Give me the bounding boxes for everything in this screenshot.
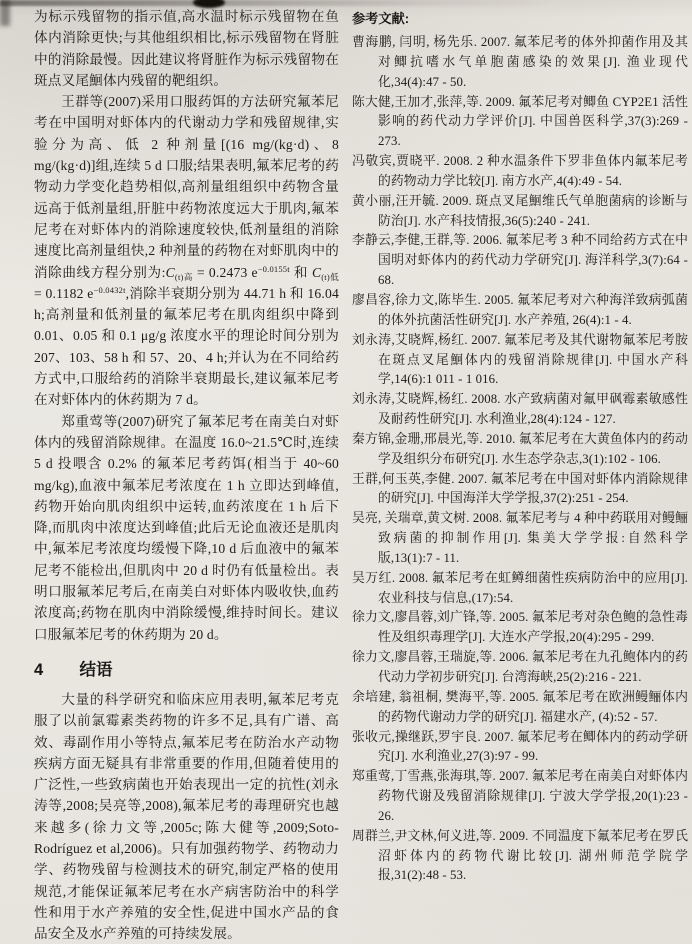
- paragraph: 为标示残留物的指示值,高水温时标示残留物在鱼体内消除更快;与其他组织相比,标示残留物在肾脏中的消除最慢。因此建议将肾脏作为标示残留物在斑点叉尾鮰体内残留的靶组织。: [34, 9, 339, 88]
- reference-entry: 刘永涛,艾晓辉,杨红. 2007. 氟苯尼考及其代谢物氟苯尼考胺在斑点叉尾鮰体内的残留消除规律[J]. 中国水产科学,14(6):1 011 - 1 016.: [352, 332, 688, 387]
- math-superscript: −0.0432t: [93, 284, 126, 295]
- reference-entry: 张收元,操继跃,罗宇良. 2007. 氟苯尼考在鲫体内的药动学研究[J]. 水利渔业,27(3):97 - 99.: [352, 729, 688, 764]
- reference-entry: 黄小丽,汪开毓. 2009. 斑点叉尾鮰维氏气单胞菌病的诊断与防治[J]. 水产科技情报,36(5):240 - 241.: [352, 193, 688, 228]
- reference-entry: 曹海鹏, 闫明, 杨先乐. 2007. 氟苯尼考的体外抑菌作用及其对鲫抗嗜水气单胞菌感染的效果[J]. 渔业现代化,34(4):47 - 50.: [352, 35, 688, 89]
- math-subscript: (t)高: [174, 271, 194, 282]
- reference-entry: 徐力文,廖昌蓉,刘广锋,等. 2005. 氟苯尼考对杂色鲍的急性毒性及组织毒理学[J]. 大连水产学报,20(4):295 - 299.: [352, 610, 688, 645]
- reference-entry: 李静云,李健,王群,等. 2006. 氟苯尼考 3 种不同给药方式在中国明对虾体内的药代动力学研究[J]. 海洋科学,3(7):64 - 68.: [352, 233, 688, 288]
- section-heading-conclusion: [34, 656, 339, 680]
- reference-entry: 周群兰,尹文林,何义进,等. 2009. 不同温度下氟苯尼考在罗氏沼虾体内的药物代谢比较[J]. 湖州师范学院学报,31(2):48 - 53.: [352, 828, 688, 883]
- paragraph: 大量的科学研究和临床应用表明,氟苯尼考克服了以前氯霉素类药物的许多不足,具有广谱、高效、毒副作用小等特点,氟苯尼考在防治水产动物疾病方面无疑具有非常重要的作用,但随着使用的广泛性,一些致病菌也开始表现出一定的抗性(刘永涛等,2008;吴亮等,2008),氟苯尼考的毒理研究也越来越多(徐力文等,2005c;陈大健等,2009;Soto-Rodríguez et al,2006)。只有加强药物学、药物动力学、药物残留与检测技术的研究,制定严格的使用规范,才能保证氟苯尼考在水产病害防治中的科学性和用于水产养殖的安全性,促进中国水产品的食品安全及水产养殖的可持续发展。: [34, 691, 339, 942]
- reference-entry: 刘永涛,艾晓辉,杨红. 2008. 水产致病菌对氟甲砜霉素敏感性及耐药性研究[J]. 水利渔业,28(4):124 - 127.: [352, 392, 688, 427]
- section-title: 结语: [79, 660, 113, 679]
- reference-entry: 吴万红. 2008. 氟苯尼考在虹鳟细菌性疾病防治中的应用[J]. 农业科技与信息,(17):54.: [352, 570, 688, 605]
- reference-entry: 郑重莺,丁雪燕,张海琪,等. 2007. 氟苯尼考在南美白对虾体内药物代谢及残留消除规律[J]. 宁波大学学报,20(1):23 - 26.: [352, 769, 688, 823]
- paragraph: 王群等(2007)采用口服药饵的方法研究氟苯尼考在中国明对虾体内的代谢动力学和残留规律,实验分为高、低 2 种剂量[(16 mg/(kg·d)、8 mg/(kg·d)]组,连续 5 d 口服;结果表明,氟苯尼考的药物动力学变化趋势相似,高剂量组组织中药物含量远高于低剂量组,肝脏中药物浓度远大于肌肉,氟苯尼考在对虾体内的消除速度较快,低剂量组的消除速度比高剂量组快,2 种剂量的药物在对虾肌肉中的消除曲线方程分别为$:C_{(t)高} = 0.2473$ $e^{-0.0155t}$ 和 $C_{(t)低} = 0.1182$ $e^{-0.0432t}$,消除半衰期分别为 44.71 h 和 16.04 h;高剂量和低剂量的氟苯尼考在肌肉组织中降到 0.01、0.05 和 0.1 μg/g 浓度水平的理论时间分别为 207、103、58 h 和 57、20、4 h;并认为在不同给药方式中,口服给药的消除半衰期最长,建议氟苯尼考在对虾体内的休药期为 7 d。: [34, 94, 340, 408]
- section-number: 4: [34, 660, 44, 679]
- math-variable: C: [312, 264, 322, 280]
- reference-entry: 冯敬宾,贾晓平. 2008. 2 种水温条件下罗非鱼体内氟苯尼考的药物动力学比较[J]. 南方水产,4(4):49 - 54.: [352, 154, 688, 188]
- reference-entry: 徐力文,廖昌蓉,王瑞旋,等. 2006. 氟苯尼考在九孔鲍体内的药代动力学初步研究[J]. 台湾海峡,25(2):216 - 221.: [352, 650, 688, 684]
- reference-entry: 廖昌容,徐力文,陈毕生. 2005. 氟苯尼考对六种海洋致病弧菌的体外抗菌活性研究[J]. 水产养殖, 26(4):1 - 4.: [352, 292, 688, 327]
- conclusion-paragraphs: [34, 689, 339, 944]
- left-column: [34, 6, 339, 944]
- math-superscript: −0.0155t: [257, 263, 290, 274]
- math-subscript: (t)低: [321, 271, 339, 282]
- reference-entry: 吴亮, 关瑞章,黄文树. 2008. 氟苯尼考与 4 种中药联用对鳗鲡致病菌的抑制作用[J]. 集美大学学报:自然科学版,13(1):7 - 11.: [352, 511, 688, 565]
- references-list: [352, 33, 688, 886]
- references-heading: 参考文献:: [352, 11, 410, 26]
- scan-artifact-left-smudge: [0, 0, 10, 26]
- right-column: [352, 6, 688, 886]
- math-variable: C: [165, 264, 175, 280]
- reference-entry: 秦方锦,金珊,邢晨光,等. 2010. 氟苯尼考在大黄鱼体内的药动学及组织分布研究[J]. 水生态学杂志,3(1):102 - 106.: [352, 431, 688, 466]
- reference-entry: 王群,何玉英,李健. 2007. 氟苯尼考在中国对虾体内消除规律的研究[J]. 中国海洋大学学报,37(2):251 - 254.: [352, 471, 688, 506]
- reference-entry: 余培建, 翁祖桐, 樊海平,等. 2005. 氟苯尼考在欧洲鳗鲡体内的药物代谢动力学的研究[J]. 福建水产, (4):52 - 57.: [352, 689, 688, 724]
- reference-entry: 陈大健,王加才,张萍,等. 2009. 氟苯尼考对鲫鱼 CYP2E1 活性影响的药代动力学评价[J]. 中国兽医科学,37(3):269 - 273.: [352, 94, 688, 149]
- body-paragraphs: [34, 6, 339, 645]
- paragraph: 郑重莺等(2007)研究了氟苯尼考在南美白对虾体内的残留消除规律。在温度 16.0~21.5℃时,连续 5 d 投喂含 0.2% 的氟苯尼考药饵(相当于 40~60 mg/kg),血液中氟苯尼考浓度在 1 h 立即达到峰值,药物开始向肌肉组织中运转,血药浓度在 1 h 后下降,而肌肉中浓度达到峰值;此后无论血液还是肌肉中,氟苯尼考浓度均缓慢下降,10 d 后血液中的氟苯尼考不能检出,但肌肉中 20 d 时仍有低量检出。表明口服氟苯尼考后,在南美白对虾体内吸收快,血药浓度高;药物在肌肉中消除缓慢,维持时间长。建议口服氟苯尼考的休药期为 20 d。: [34, 413, 339, 642]
